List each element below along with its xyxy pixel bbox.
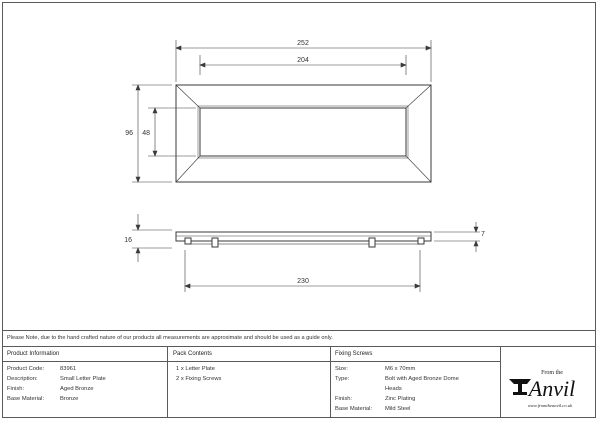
base-material-value: Bronze: [60, 396, 79, 402]
fixing-lug-right: [369, 238, 375, 247]
screw-type-value: Bolt with Aged Bronze Dome: [385, 376, 459, 382]
fixing-lug-left: [212, 238, 218, 247]
product-code-value: 83961: [60, 366, 77, 372]
aperture-outline: [200, 108, 406, 156]
dimension-96: [132, 85, 172, 182]
label-overall-height: 96: [125, 130, 133, 137]
rule-headers: [2, 361, 500, 362]
label-depth: 16: [124, 237, 132, 244]
screw-material-value: Mild Steel: [385, 406, 411, 412]
logo-url: www.fromtheanvil.co.uk: [527, 403, 573, 408]
logo-from-the: From the: [541, 370, 563, 376]
screw-finish-label: Finish:: [335, 396, 353, 402]
description-label: Description:: [7, 376, 38, 382]
dimension-7: [434, 222, 480, 252]
screw-finish-value: Zinc Plating: [385, 396, 416, 402]
product-code-label: Product Code:: [7, 366, 45, 372]
bevel-line: [406, 156, 431, 182]
rule-col2: [330, 346, 331, 418]
bevel-line: [406, 85, 431, 108]
finish-value: Aged Bronze: [60, 386, 94, 392]
pack-item: 2 x Fixing Screws: [176, 376, 222, 382]
screw-type-value-cont: Heads: [385, 386, 402, 392]
disclaimer-note: Please Note, due to the hand crafted nature of our products all measurements are approximate and should be used as a guide only.: [7, 335, 333, 341]
description-value: Small Letter Plate: [60, 376, 106, 382]
logo-brand: Anvil: [528, 376, 576, 401]
bevel-line: [176, 156, 200, 182]
screw-type-label: Type:: [335, 376, 350, 382]
anvil-icon: [509, 379, 531, 395]
dimension-48: [148, 108, 196, 156]
pack-item: 1 x Letter Plate: [176, 366, 215, 372]
label-screw-centres: 230: [297, 278, 309, 285]
plate-outline: [176, 85, 431, 182]
label-edge-mark: 7: [481, 231, 485, 238]
fixing-screws-title: Fixing Screws: [335, 351, 373, 357]
rule-note: [2, 346, 596, 347]
bevel-line: [176, 85, 200, 108]
base-material-label: Base Material:: [7, 396, 45, 402]
label-aperture-height: 48: [142, 130, 150, 137]
rule-col1: [167, 346, 168, 418]
label-overall-width: 252: [297, 40, 309, 47]
rule-col3: [500, 346, 501, 418]
dimension-230: [185, 250, 420, 292]
aperture-rim: [198, 106, 408, 158]
screw-size-label: Size:: [335, 366, 348, 372]
pack-contents-title: Pack Contents: [173, 351, 213, 357]
from-the-anvil-logo: [505, 365, 590, 415]
dimension-16: [132, 214, 172, 262]
rule-top: [2, 330, 596, 331]
finish-label: Finish:: [7, 386, 25, 392]
product-info-title: Product Information: [7, 351, 60, 357]
screw-material-label: Base Material:: [335, 406, 373, 412]
screw-size-value: M6 x 70mm: [385, 366, 416, 372]
label-aperture-width: 204: [297, 57, 309, 64]
